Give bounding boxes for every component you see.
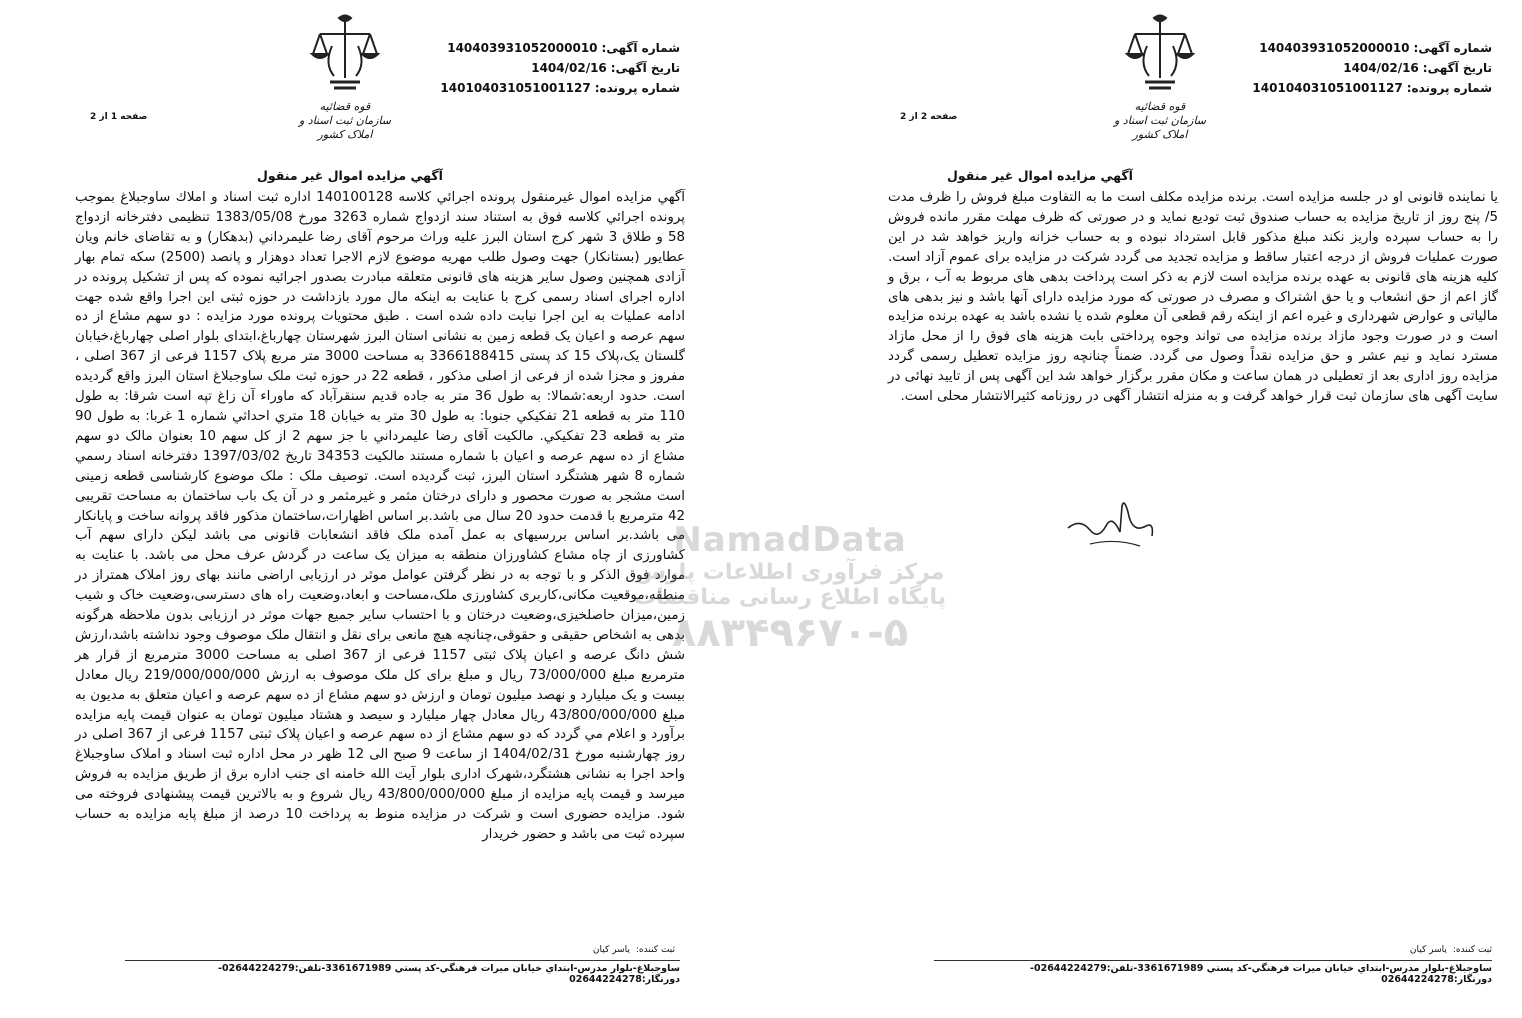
logo-caption-judiciary: قوه قضائیه [319, 100, 371, 113]
watermark-line-2: پایگاه اطلاع رسانی مناقصات [633, 585, 947, 610]
judiciary-scales-emblem-icon [310, 12, 380, 100]
registrant-name: ياسر كيان [1409, 945, 1447, 955]
footer-address: ساوجبلاغ-بلوار مدرس-ابتداي خيابان ميرات فرهنگي-كد پستي 3361671989-تلفن:02644224279-دورنگار:02644224278 [125, 960, 680, 985]
registrant-label: ثبت کننده: [1452, 945, 1492, 955]
ad-date-label: تاریخ آگهی: [610, 61, 680, 75]
handwritten-signature [1060, 488, 1160, 558]
file-number-row [1248, 78, 1492, 98]
notice-header [436, 38, 680, 98]
logo-caption-organization: سازمان ثبت اسناد و املاک کشور [298, 114, 392, 141]
watermark-phone: ۸۸۳۴۹۶۷۰-۵ [671, 610, 909, 656]
watermark-brand: NamadData [673, 520, 907, 560]
page-number: صفحه 1 از 2 [90, 112, 148, 122]
registrant-name: ياسر كيان [592, 945, 630, 955]
registrant-row [375, 945, 675, 955]
watermark-line-1: مرکز فرآوری اطلاعات پارس [635, 560, 945, 585]
file-number-label: شماره پرونده: [594, 81, 680, 95]
ad-number-value: 140403931052000010 [1259, 41, 1410, 55]
ad-date-label: تاریخ آگهی: [1422, 61, 1492, 75]
file-number-value: 140104031051001127 [1252, 81, 1403, 95]
notice-body-text: يا نماينده قانونی او در جلسه مزايده است. برنده مزايده مکلف است ما به التفاوت مبلغ فروش را ظرف مدت 5/ پنج روز از تاريخ مزايده به حساب صندوق ثبت توديع نمايد و در صورتی که ظرف مهلت مقرر مانده فروش را به حساب سپرده واريز نکند مبلغ مذکور قابل استرداد نبوده و به حساب خزانه واريز خواهد شد در اين صورت عمليات فروش از درجه اعتبار ساقط و مزايده تجديد می گردد شرکت در مزايده برای عموم آزاد است. کليه هزينه های قانونی به عهده برنده مزايده است لازم به ذکر است پرداخت بدهی های مربوط به آب ، برق و گاز اعم از حق انشعاب و يا حق اشتراک و مصرف در صورتی که مورد مزايده دارای آنها باشد و نيز بدهی های مالياتی و عوارض شهرداری و غيره اعم از اينکه رقم قطعی آن معلوم شده يا نشده باشد به عهده برنده مزايده است و در صورت وجود مازاد برنده مزايده می تواند وجوه پرداختی بابت هزينه های فوق را از محل مازاد مسترد نمايد و نيم عشر و حق مزايده نقداً وصول می گردد. ضمناً چنانچه روز مزايده تعطيل رسمی گردد مزايده روز اداری بعد از تعطيلی در همان ساعت و مکان مقرر برگزار خواهد شد اين آگهی پس از تاييد نهائی در سايت آگهی های سازمان ثبت قرار خواهد گرفت و به منزله انتشار آگهی در روزنامه کثيرالانتشار محلی است. [887, 190, 1498, 405]
notice-body-text: آگهي مزايده اموال غيرمنقول پرونده اجرائي كلاسه 140100128 اداره ثبت اسناد و املاك ساوجبلاغ بموجب پرونده اجرائي كلاسه فوق به استناد سند ازدواج شماره 3263 مورخ 1383/05/08 تنظيمی دفترخانه ازدواج 58 و طلاق 3 شهر كرج استان البرز عليه وراث مرحوم آقای رضا عليمرداني (بدهکار) و به تقاضای خانم ويان عطايور (بستانکار) جهت وصول طلب مهريه موضوع لازم الاجرا تعداد دوهزار و پانصد (2500) سکه تمام بهار آزادی همچنين وصول ساير هزينه های قانونی متعلقه مبادرت بصدور اجرائيه نموده که پس از تشکيل پرونده در اداره اجرای اسناد رسمی کرج با عنايت به اينکه مال مورد بازداشت در حوزه ثبتی اين اجرا واقع شده جهت ادامه عمليات به اين اجرا نيابت داده شده است . طبق محتويات پرونده مورد مزايده : دو سهم مشاع از ده سهم عرصه و اعيان يک قطعه زمين به نشانی استان البرز شهرستان چهارباغ،ابتدای بلوار اصلی چهارباغ،خيابان گلستان يک،پلاک 15 کد پستی 3366188415 به مساحت 3000 متر مربع پلاک 1157 فرعی از 367 اصلی ، مفروز و مجزا شده از فرعی از اصلی مذکور ، قطعه 22 در حوزه ثبت ملک ساوجبلاغ استان البرز واقع گرديده است. حدود اربعه:شمالا: به طول 36 متر به جاده قديم سنقرآباد كه ماوراء آن زاغ تپه است شرقا: به طول 110 متر به قطعه 21 تفكيكي جنوبا: به طول 30 متر به خيابان 18 متري احداثي شماره 1 غربا: به طول 90 متر به قطعه 23 تفكيكي. مالکيت آقای رضا عليمرداني با جز سهم 2 از کل سهم 10 بعنوان مالک دو سهم مشاع از ده سهم عرصه و اعيان با شماره مستند مالکيت 34353 تاريخ 1397/03/02 دفترخانه اسناد رسمي شماره 8 شهر هشتگرد استان البرز، ثبت گرديده است. توصيف ملک : ملک موضوع كارشناسی قطعه زمينی است مشجر به صورت محصور و دارای درختان مثمر و غيرمثمر و در آن يک باب ساختمان به مساحت تقريبی 42 مترمربع با قدمت حدود 20 سال می باشد.بر اساس اظهارات،ساختمان مذکور فاقد پروانه ساخت و پايانکار می باشد.بر اساس بررسيهای به عمل آمده ملک فاقد انشعابات قانونی می باشد ليکن دارای سهم آب کشاورزی از چاه مشاع کشاورزان منطقه به ميزان يک ساعت در گردش عرف محل می باشد. با عنايت به موارد فوق الذکر و با توجه به در نظر گرفتن عوامل موثر در ارزيابی اراضی مانند بهای روز املاک همتراز در منطقه،موقعيت مکانی،کاربری کشاورزی ملک،مساحت و ابعاد،وضعيت راه های دسترسی،وضعيت خاک و شيب زمين،ميزان حاصلخيزی،وضعيت درختان و با احتساب ساير جميع جهات موثر در ارزيابی بدون ملاحظه هرگونه بدهی به اشخاص حقيقی و حقوقی،چنانچه هيچ مانعی برای نقل و انتقال ملک موصوف وجود نداشته باشد،ارزش شش دانگ عرصه و اعيان پلاک ثبتی 1157 فرعی از 367 اصلی به مساحت 3000 مترمربع از قرار هر مترمربع مبلغ 73/000/000 ريال و مبلغ برای کل ملک موصوف به ارزش 219/000/000/000 ريال معادل بيست و يک ميليارد و نهصد ميليون تومان و ارزش دو سهم مشاع از ده سهم عرصه و اعيان متعلق به مديون به مبلغ 43/800/000/000 ريال معادل چهار ميليارد و سيصد و هشتاد ميليون تومان به عنوان قيمت پايه مزايده برآورد و اعلام مي گردد كه دو سهم مشاع از ده سهم عرصه و اعيان پلاک ثبتی 1157 فرعی از 367 اصلی در روز چهارشنبه مورخ 1404/02/31 از ساعت 9 صبح الی 12 ظهر در محل اداره ثبت اسناد و املاک ساوجبلاغ واحد اجرا به نشانی هشتگرد،شهرک اداری بلوار آيت الله خامنه ای جنب اداره برق از طريق مزايده به فروش ميرسد و قيمت پايه مزايده از مبلغ 43/800/000/000 ريال شروع و به بالاترين قيمت پيشنهادی فروخته می شود. مزايده حضوری است و شرکت در مزايده منوط به پرداخت 10 درصد از مبلغ پايه مزايده به حساب سپرده ثبت می باشد و حضور خريدار [75, 190, 686, 842]
registrant-row [1192, 945, 1492, 955]
organization-logo [1100, 12, 1220, 140]
ad-number-value: 140403931052000010 [447, 41, 598, 55]
ad-number-label: شماره آگهی: [601, 41, 680, 55]
notice-header [1248, 38, 1492, 98]
ad-number-label: شماره آگهی: [1413, 41, 1492, 55]
file-number-label: شماره پرونده: [1406, 81, 1492, 95]
ad-number-row [436, 38, 680, 58]
notice-title: آگهي مزايده اموال غير منقول [947, 168, 1133, 183]
ad-date-row [1248, 58, 1492, 78]
logo-caption-organization: سازمان ثبت اسناد و املاک کشور [1113, 114, 1207, 141]
file-number-value: 140104031051001127 [440, 81, 591, 95]
footer-address: ساوجبلاغ-بلوار مدرس-ابتداي خيابان ميرات فرهنگي-كد پستي 3361671989-تلفن:02644224279-دورنگار:02644224278 [934, 960, 1492, 985]
ad-date-row [436, 58, 680, 78]
organization-logo [285, 12, 405, 140]
notice-title: آگهي مزايده اموال غير منقول [257, 168, 443, 183]
page-number: صفحه 2 از 2 [900, 112, 958, 122]
ad-date-value: 1404/02/16 [1343, 61, 1419, 75]
ad-number-row [1248, 38, 1492, 58]
judiciary-scales-emblem-icon [1125, 12, 1195, 100]
ad-date-value: 1404/02/16 [531, 61, 607, 75]
notice-page-2 [800, 0, 1522, 1018]
file-number-row [436, 78, 680, 98]
registrant-label: ثبت کننده: [635, 945, 675, 955]
logo-caption-judiciary: قوه قضائیه [1134, 100, 1186, 113]
